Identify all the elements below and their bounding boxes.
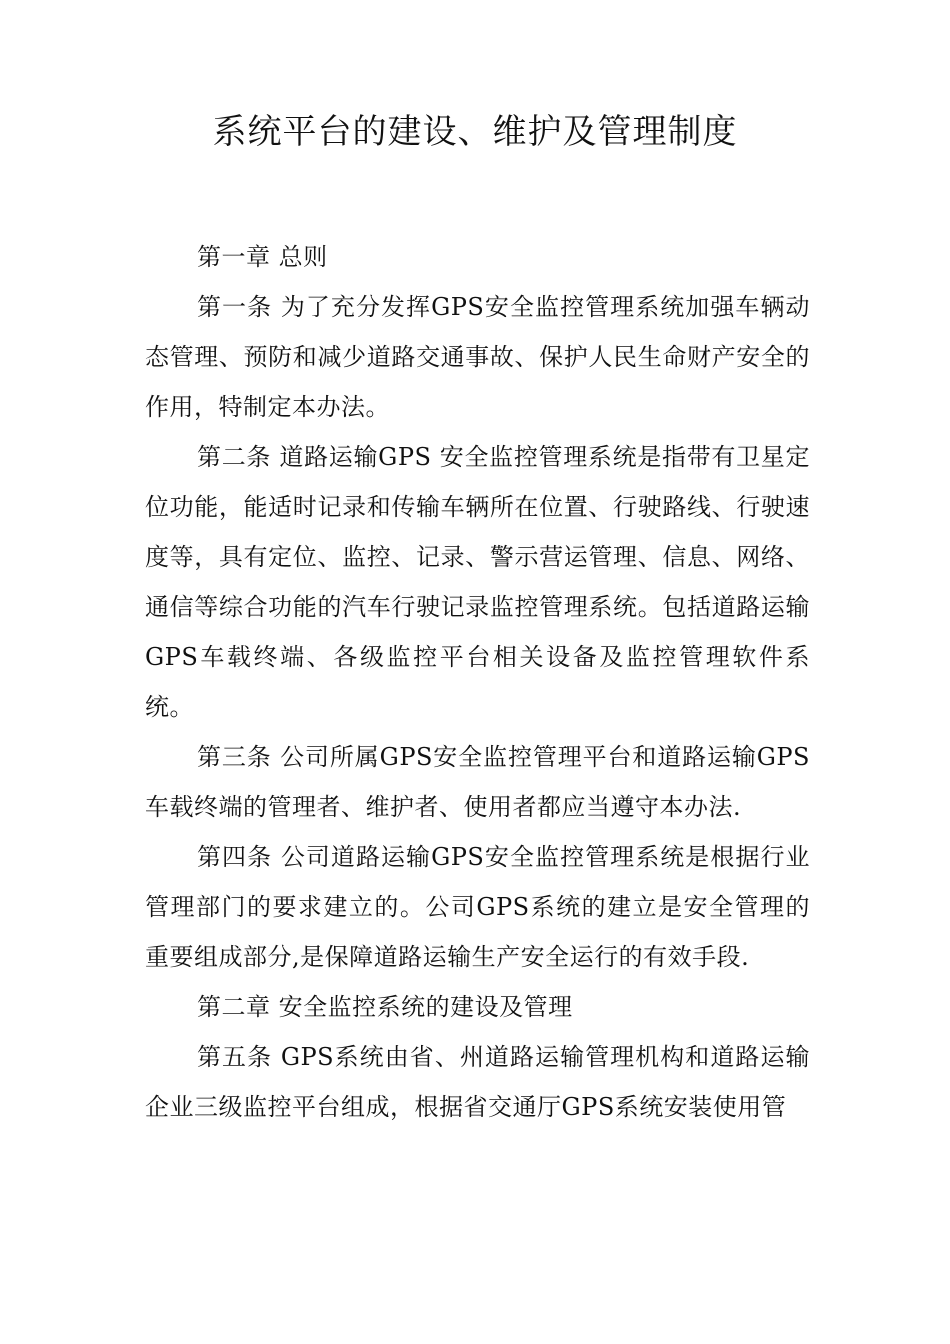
article-paragraph: 第五条 GPS系统由省、州道路运输管理机构和道路运输企业三级监控平台组成，根据省交通厅GPS系统安装使用管 [145,1043,810,1121]
document-body [145,232,810,1132]
chapter-heading: 第一章 总则 [197,243,328,271]
article-paragraph: 第四条 公司道路运输GPS安全监控管理系统是根据行业管理部门的要求建立的。公司GPS系统的建立是安全管理的重要组成部分,是保障道路运输生产安全运行的有效手段. [145,843,810,971]
chapter-heading: 第二章 安全监控系统的建设及管理 [197,993,573,1021]
article-paragraph: 第三条 公司所属GPS安全监控管理平台和道路运输GPS车载终端的管理者、维护者、使用者都应当遵守本办法. [145,743,810,821]
article-paragraph: 第一条 为了充分发挥GPS安全监控管理系统加强车辆动态管理、预防和减少道路交通事故、保护人民生命财产安全的作用，特制定本办法。 [145,293,810,421]
article-paragraph: 第二条 道路运输GPS 安全监控管理系统是指带有卫星定位功能，能适时记录和传输车辆所在位置、行驶路线、行驶速度等，具有定位、监控、记录、警示营运管理、信息、网络、通信等综合功能的汽车行驶记录监控管理系统。包括道路运输GPS车载终端、各级监控平台相关设备及监控管理软件系统。 [145,443,810,721]
document-title: 系统平台的建设、维护及管理制度 [212,112,738,152]
